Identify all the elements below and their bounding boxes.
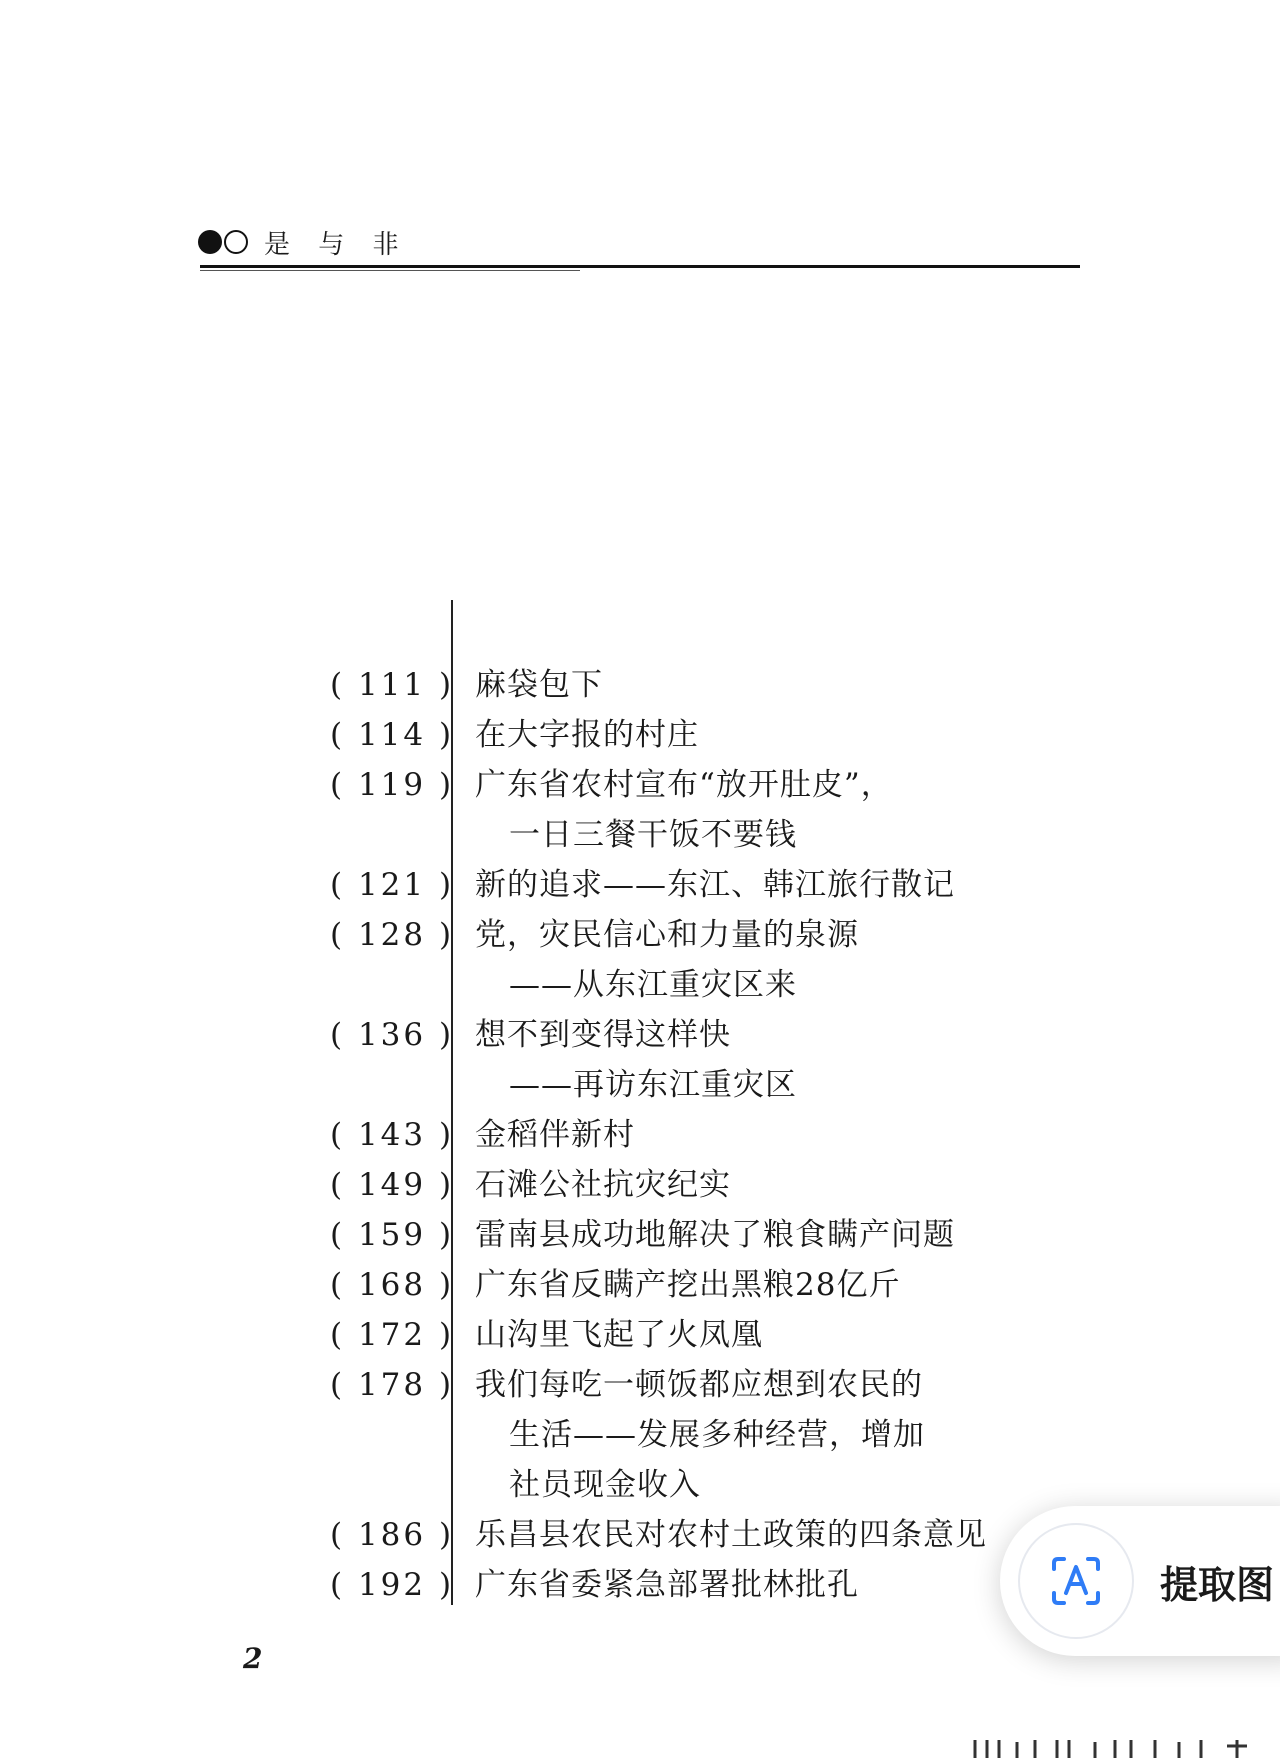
- toc-page-number: ( 186 ): [330, 1517, 455, 1553]
- toc-title-line: 麻袋包下: [475, 667, 603, 703]
- toc-entry: [330, 860, 1030, 910]
- hollow-circle-icon: [224, 230, 248, 254]
- toc-entry: [330, 1160, 1030, 1210]
- toc-page-number: ( 114 ): [330, 717, 455, 753]
- toc-page-number: ( 149 ): [330, 1167, 455, 1203]
- toc-page-number: ( 168 ): [330, 1267, 455, 1303]
- toc-entry: [330, 1010, 1030, 1110]
- toc-title: [475, 760, 1030, 860]
- toc-title-line: 一日三餐干饭不要钱: [509, 817, 797, 853]
- header-rule-thin: [200, 270, 580, 271]
- toc-title-line: 广东省委紧急部署批林批孔: [475, 1567, 859, 1603]
- toc-title-line: 广东省农村宣布“放开肚皮”，: [475, 767, 893, 803]
- toc-page-number: ( 159 ): [330, 1217, 455, 1253]
- extract-text-button[interactable]: [1000, 1506, 1280, 1656]
- toc-page-number: ( 119 ): [330, 767, 455, 803]
- toc-title-line: 社员现金收入: [509, 1467, 701, 1503]
- page-number: 2: [243, 1642, 263, 1675]
- filled-circle-icon: [198, 230, 222, 254]
- toc-title: [475, 1560, 1030, 1610]
- toc-entry: [330, 1510, 1030, 1560]
- toc-title: [475, 660, 1030, 710]
- toc-title-line: ——再访东江重灾区: [509, 1067, 797, 1103]
- toc-title: [475, 1360, 1030, 1510]
- toc-title: [475, 1110, 1030, 1160]
- toc-entry: [330, 910, 1030, 1010]
- toc-page-number: ( 128 ): [330, 917, 455, 953]
- toc-entry: [330, 760, 1030, 860]
- toc-title-line: 山沟里飞起了火凤凰: [475, 1317, 763, 1353]
- toc-title: [475, 710, 1030, 760]
- scan-artifact: [965, 1738, 1255, 1760]
- toc-title-line: 石滩公社抗灾纪实: [475, 1167, 731, 1203]
- header-rule: [200, 265, 1080, 268]
- toc-page-number: ( 136 ): [330, 1017, 455, 1053]
- toc-title-line: 新的追求——东江、韩江旅行散记: [475, 867, 955, 903]
- toc-page-number: ( 111 ): [330, 667, 455, 703]
- toc-title: [475, 910, 1030, 1010]
- toc-entry: [330, 1360, 1030, 1510]
- toc-entry: [330, 1210, 1030, 1260]
- toc-entry: [330, 710, 1030, 760]
- toc-title: [475, 1210, 1030, 1260]
- toc-title: [475, 1010, 1030, 1110]
- toc-title: [475, 1310, 1030, 1360]
- toc-title-line: ——从东江重灾区来: [509, 967, 797, 1003]
- toc-title-line: 乐昌县农民对农村土政策的四条意见: [475, 1517, 987, 1553]
- toc-title-line: 在大字报的村庄: [475, 717, 699, 753]
- toc-page-number: ( 143 ): [330, 1117, 455, 1153]
- text-extract-icon: [1018, 1523, 1134, 1639]
- toc-title-line: 党，灾民信心和力量的泉源: [475, 917, 859, 953]
- book-title: 是 与 非: [264, 229, 409, 260]
- extract-text-label: 提取图: [1160, 1562, 1275, 1607]
- toc-title-line: 想不到变得这样快: [475, 1017, 731, 1053]
- toc-title-line: 广东省反瞒产挖出黑粮28亿斤: [475, 1267, 901, 1303]
- toc-title: [475, 860, 1030, 910]
- toc-page-number: ( 192 ): [330, 1567, 455, 1603]
- toc-page-number: ( 172 ): [330, 1317, 455, 1353]
- toc-title-line: 生活——发展多种经营，增加: [509, 1417, 925, 1453]
- toc-title: [475, 1510, 1030, 1560]
- toc-title-line: 金稻伴新村: [475, 1117, 635, 1153]
- toc-page-number: ( 121 ): [330, 867, 455, 903]
- toc-title: [475, 1260, 1030, 1310]
- toc-title: [475, 1160, 1030, 1210]
- toc-title-line: 雷南县成功地解决了粮食瞒产问题: [475, 1217, 955, 1253]
- toc-entry: [330, 1110, 1030, 1160]
- toc-title-line: 我们每吃一顿饭都应想到农民的: [475, 1367, 923, 1403]
- table-of-contents: [330, 660, 1030, 1610]
- running-header: [198, 222, 409, 262]
- toc-entry: [330, 660, 1030, 710]
- toc-entry: [330, 1310, 1030, 1360]
- toc-entry: [330, 1560, 1030, 1610]
- toc-entry: [330, 1260, 1030, 1310]
- toc-page-number: ( 178 ): [330, 1367, 455, 1403]
